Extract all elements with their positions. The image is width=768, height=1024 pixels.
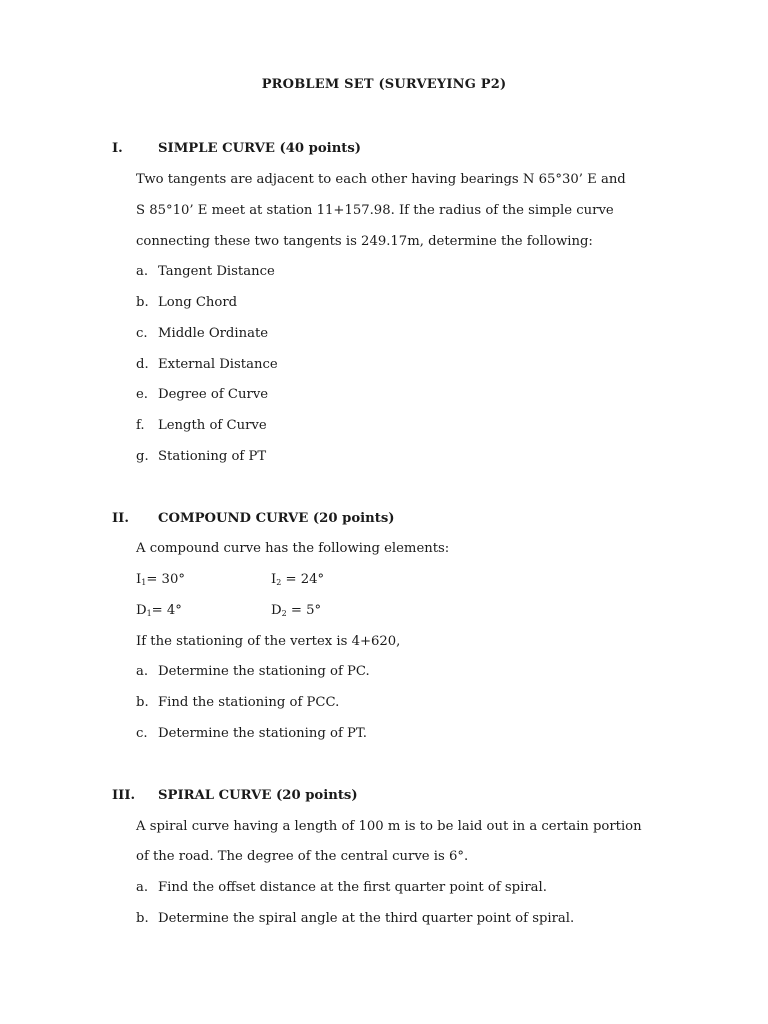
item-text: Stationing of PT [158,449,267,464]
symbol: I [136,572,142,587]
item-text: Determine the stationing of PC. [158,664,370,679]
list-item [136,326,268,341]
item-label: b. [136,911,149,926]
item-text: Length of Curve [158,418,267,433]
page-title: PROBLEM SET (SURVEYING P2) [261,77,507,92]
value: = 5° [286,603,322,618]
item-text: Tangent Distance [158,264,275,279]
problem-text-line: Two tangents are adjacent to each other having bearings N 65°30’ E and [136,172,626,187]
item-text: Determine the stationing of PT. [158,726,367,741]
item-label: c. [136,326,148,341]
problem-text-line: of the road. The degree of the central curve is 6°. [136,849,469,864]
list-item [136,295,237,310]
problem-text-line: A compound curve has the following elements: [136,541,450,556]
item-label: g. [136,449,149,464]
list-item [136,357,278,372]
problem-text-line: A spiral curve having a length of 100 m is to be laid out in a certain portion [136,819,642,834]
subscript: 1 [141,578,147,587]
item-text: External Distance [158,357,278,372]
section-heading: SPIRAL CURVE (20 points) [158,788,358,803]
item-text: Degree of Curve [158,387,269,402]
list-item [136,387,268,402]
list-item [136,880,547,895]
item-text: Find the offset distance at the first quarter point of spiral. [158,880,547,895]
item-label: a. [136,664,149,679]
item-label: a. [136,264,149,279]
problem-text-line: S 85°10’ E meet at station 11+157.98. If the radius of the simple curve [136,203,614,218]
item-label: f. [136,418,145,433]
problem-text-line: If the stationing of the vertex is 4+620, [136,634,401,649]
item-label: a. [136,880,149,895]
list-item [136,726,367,741]
value: = 24° [281,572,325,587]
element-d2 [271,603,321,618]
subscript: 1 [146,609,152,618]
section-heading: COMPOUND CURVE (20 points) [158,511,395,526]
symbol: I [271,572,277,587]
item-label: c. [136,726,148,741]
item-text: Determine the spiral angle at the third quarter point of spiral. [158,911,575,926]
element-i1 [136,572,185,587]
item-text: Long Chord [158,295,238,310]
list-item [136,664,370,679]
value: = 4° [151,603,182,618]
subscript: 2 [276,578,282,587]
section-number: I. [112,141,123,156]
list-item [136,449,266,464]
symbol: D [271,603,282,618]
list-item [136,418,267,433]
item-text: Find the stationing of PCC. [158,695,340,710]
item-label: b. [136,695,149,710]
section-number: III. [112,788,136,803]
list-item [136,695,339,710]
symbol: D [136,603,147,618]
item-label: b. [136,295,149,310]
section-heading: SIMPLE CURVE (40 points) [158,141,362,156]
element-i2 [271,572,324,587]
list-item [136,911,574,926]
section-number: II. [112,511,129,526]
item-label: d. [136,357,149,372]
item-label: e. [136,387,148,402]
element-d1 [136,603,182,618]
subscript: 2 [281,609,287,618]
list-item [136,264,275,279]
item-text: Middle Ordinate [158,326,269,341]
value: = 30° [146,572,185,587]
problem-text-line: connecting these two tangents is 249.17m, determine the following: [136,234,593,249]
